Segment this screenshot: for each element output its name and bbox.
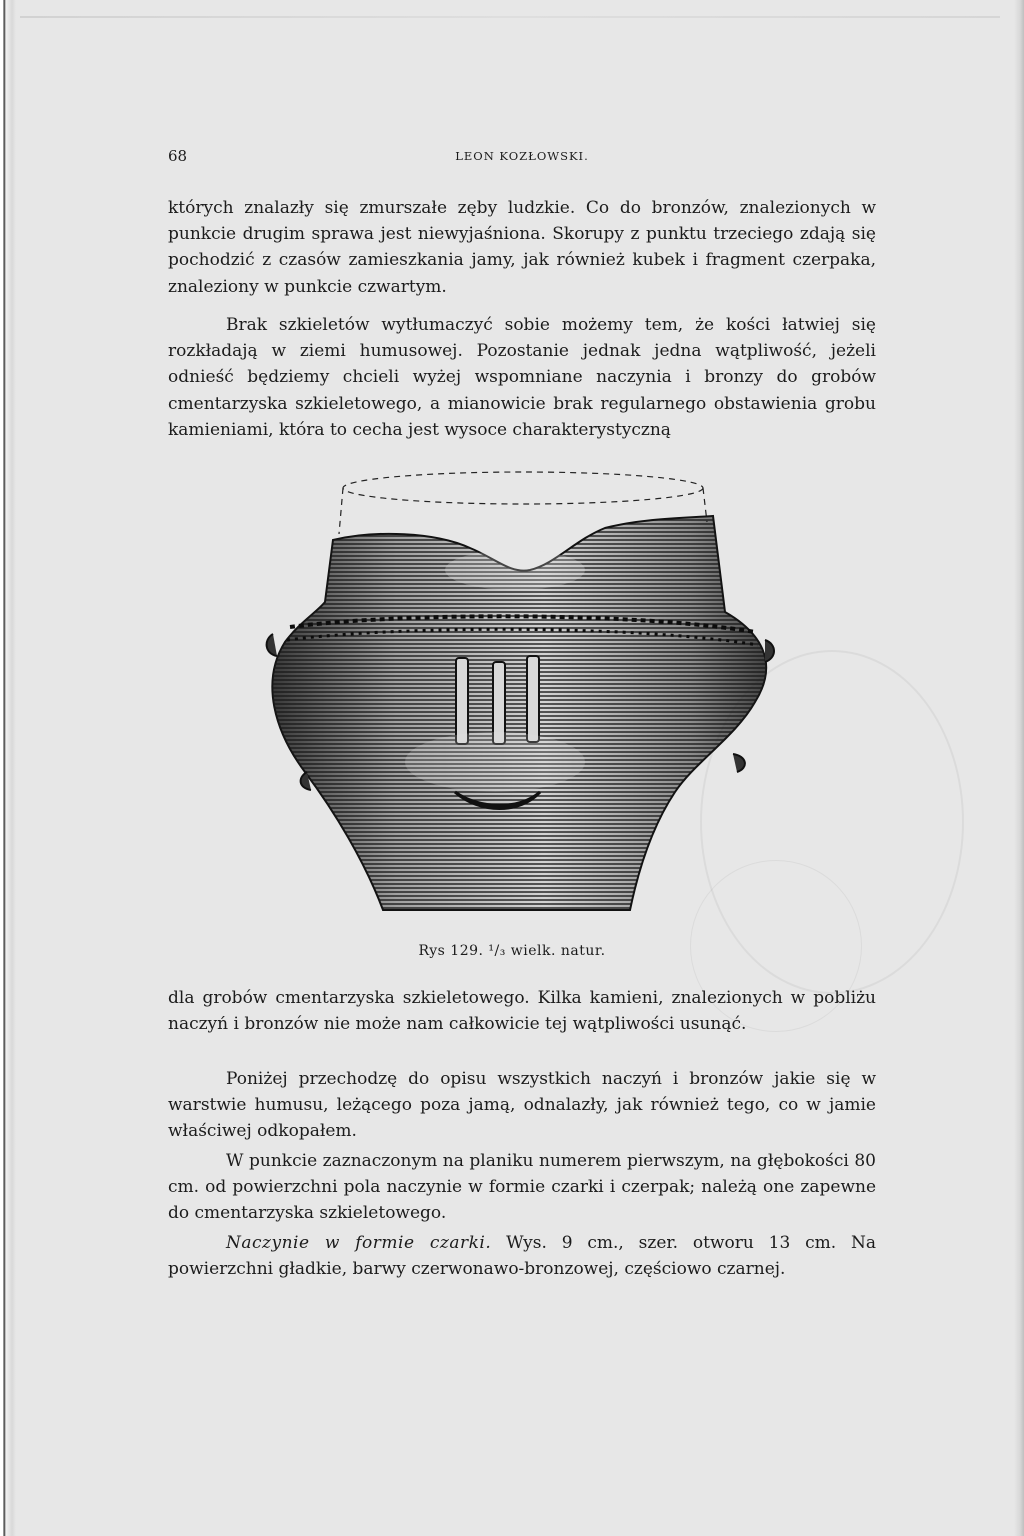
scan-left-edge [0,0,16,1536]
paragraph-1: których znalazły się zmurszałe zęby ludzkie. Co do bronzów, znalezionych w punkcie drugim sprawa jest niewyjaśniona. Skorupy z punktu trzeciego zdają się pochodzić z czasów zamieszkania jamy, jak również kubek i fragment czerpaka, znaleziony w punkcie czwartym. [168,198,876,297]
running-head: LEON KOZŁOWSKI. [455,149,589,163]
scan-top-rule [20,16,1000,18]
page-header [168,145,876,169]
reconstructed-rim-outline [343,472,703,504]
left-lug [267,634,277,656]
page-number: 68 [168,147,188,165]
pottery-vessel-illustration [255,462,795,942]
paragraph-6-text: Wys. 9 cm., szer. otworu 13 cm. Na powierzchni gładkie, barwy czerwonawo-bronzowej, częściowo czarnej. [168,1233,876,1280]
vessel-figure [255,462,795,942]
figure-caption: Rys 129. ¹/₃ wielk. natur. [418,943,606,959]
italic-lead: Naczynie w formie czarki. [226,1233,492,1253]
paragraph-4: Poniżej przechodzę do opisu wszystkich naczyń i bronzów jakie się w warstwie humusu, leżącego poza jamą, odnalazły, jak również tego, co w jamie właściwej odkopałem. [168,1069,876,1142]
paragraph-2: Brak szkieletów wytłumaczyć sobie możemy tem, że kości łatwiej się rozkładają w ziemi humusowej. Pozostanie jednak jedna wątpliwość, jeżeli odnieść będziemy chcieli wyżej wspomniane naczynia i bronzy do grobów cmentarzyska szkieletowego, a mianowicie brak regularnego obstawienia grobu kamieniami, która to cecha jest wysoce charakterystyczną [168,315,876,440]
right-lug [765,640,774,662]
vertical-rib-3 [527,656,539,742]
paragraph-3: dla grobów cmentarzyska szkieletowego. Kilka kamieni, znalezionych w pobliżu naczyń i bronzów nie może nam całkowicie tej wątpliwości usunąć. [168,988,876,1035]
paragraph-5: W punkcie zaznaczonym na planiku numerem pierwszym, na głębokości 80 cm. od powierzchni pola naczynie w formie czarki i czerpak; należą one zapewne do cmentarzyska szkieletowego. [168,1151,876,1224]
vertical-rib-2 [493,662,505,744]
vertical-rib-1 [456,658,468,744]
paragraph-6 [168,1230,876,1282]
right-lower-lug [733,754,745,772]
scan-right-edge [1014,0,1024,1536]
